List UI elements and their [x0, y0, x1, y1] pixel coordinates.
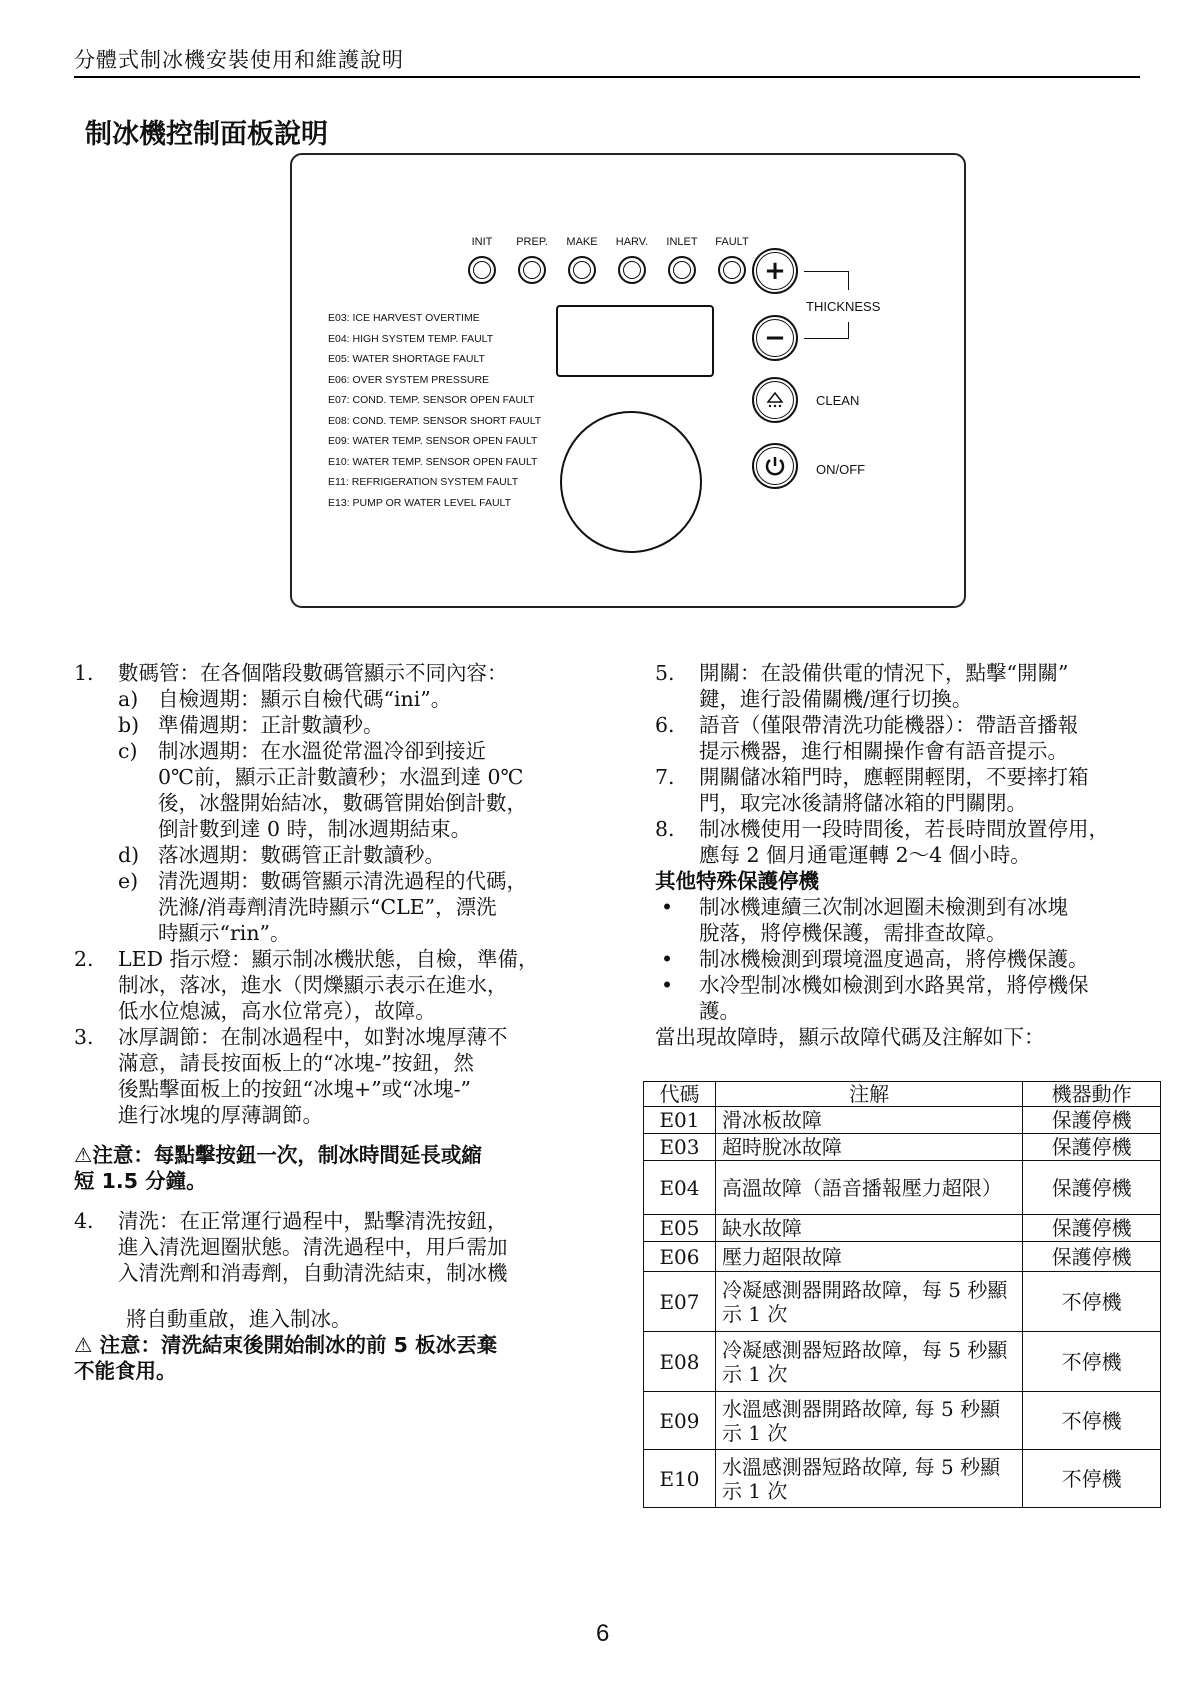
- table-row: [644, 1134, 1161, 1161]
- power-icon-graphic: [763, 454, 787, 478]
- table-cell-action: 不停機: [1023, 1332, 1161, 1392]
- table-cell-note: 冷凝感測器開路故障，每 5 秒顯示 1 次: [715, 1272, 1022, 1332]
- sub-item-a: [74, 686, 594, 712]
- note-1: [74, 1142, 594, 1168]
- bullet-text: 水冷型制冰機如檢測到水路異常，將停機保: [699, 973, 1089, 997]
- shower-icon-graphic: [764, 389, 786, 411]
- clean-button[interactable]: [752, 377, 798, 423]
- bullet-1-line: 脫落，將停機保護，需排查故障。: [699, 921, 1007, 945]
- table-cell-code: E09: [644, 1392, 716, 1450]
- table-cell-note: 缺水故障: [715, 1215, 1022, 1242]
- panel-error-code: E04: HIGH SYSTEM TEMP. FAULT: [328, 332, 494, 345]
- list-item-4-line: 進入清洗迴圈狀態。清洗過程中，用戶需加: [118, 1235, 508, 1259]
- led-prep-icon: [518, 256, 546, 284]
- list-item-5: [655, 660, 1155, 686]
- table-row: [644, 1332, 1161, 1392]
- page-number: 6: [596, 1620, 610, 1647]
- note-2: [74, 1332, 594, 1358]
- table-cell-action: 保護停機: [1023, 1215, 1161, 1242]
- list-item-3: [74, 1024, 594, 1050]
- list-item-8: [655, 816, 1155, 842]
- other-protection-title: 其他特殊保護停機: [655, 869, 819, 893]
- list-item-3-line: 滿意，請長按面板上的“冰塊-”按鈕，然: [118, 1051, 474, 1075]
- panel-error-code: E06: OVER SYSTEM PRESSURE: [328, 373, 490, 386]
- table-cell-action: 保護停機: [1023, 1134, 1161, 1161]
- bullet-3-line: 護。: [699, 999, 740, 1023]
- item-text: LED 指示燈：顯示制冰機狀態，自檢，準備，: [118, 947, 539, 971]
- note-2-line: 不能食用。: [74, 1359, 177, 1383]
- sub-item-d: [74, 842, 594, 868]
- table-cell-action: 不停機: [1023, 1272, 1161, 1332]
- sub-item-c-line: 0℃前，顯示正計數讀秒；水溫到達 0℃: [158, 765, 524, 789]
- sub-mark: e): [118, 869, 139, 893]
- led-make-icon: [568, 256, 596, 284]
- led-fault-icon: [718, 256, 746, 284]
- table-cell-note: 壓力超限故障: [715, 1242, 1022, 1272]
- panel-error-code: E07: COND. TEMP. SENSOR OPEN FAULT: [328, 394, 535, 406]
- item-number: 5.: [655, 661, 675, 685]
- page-header: 分體式制冰機安裝使用和維護說明: [74, 48, 404, 72]
- fault-code-table: [643, 1081, 1161, 1508]
- header-rule: [74, 76, 1140, 78]
- bullet-3: [655, 972, 1155, 998]
- item-number: 2.: [74, 947, 94, 971]
- sub-mark: c): [118, 739, 138, 763]
- table-cell-code: E05: [644, 1215, 716, 1242]
- item-text: 語音（僅限帶清洗功能機器）：帶語音播報: [699, 713, 1079, 737]
- list-item-3-line: 後點擊面板上的按鈕“冰塊+”或“冰塊-”: [118, 1077, 472, 1101]
- sub-text: 落冰週期：數碼管正計數讀秒。: [158, 843, 445, 867]
- table-row: [644, 1161, 1161, 1215]
- sub-item-b: [74, 712, 594, 738]
- list-item-6-line: 提示機器，進行相關操作會有語音提示。: [699, 739, 1068, 763]
- led-label-fault: FAULT: [715, 236, 749, 248]
- item-text: 數碼管：在各個階段數碼管顯示不同內容：: [118, 661, 508, 685]
- panel-error-code: E09: WATER TEMP. SENSOR OPEN FAULT: [328, 435, 538, 447]
- table-cell-code: E08: [644, 1332, 716, 1392]
- list-item-5-line: 鍵，進行設備關機/運行切換。: [699, 687, 973, 711]
- led-label-prep: PREP.: [516, 236, 548, 248]
- list-item-8-line: 應每 2 個月通電運轉 2～4 個小時。: [699, 843, 1031, 867]
- item-text: 制冰機使用一段時間後，若長時間放置停用，: [699, 817, 1109, 841]
- table-row: [644, 1272, 1161, 1332]
- table-row: [644, 1215, 1161, 1242]
- bullet-icon: •: [661, 947, 674, 971]
- list-item-1: [74, 660, 594, 686]
- table-cell-note: 超時脫冰故障: [715, 1134, 1022, 1161]
- table-cell-action: 保護停機: [1023, 1242, 1161, 1272]
- bullet-text: 制冰機連續三次制冰迴圈未檢測到有冰塊: [699, 895, 1068, 919]
- sub-text: 清洗週期：數碼管顯示清洗過程的代碼，: [158, 869, 527, 893]
- table-row: [644, 1107, 1161, 1134]
- minus-icon: −: [756, 319, 794, 357]
- sub-item-e-line: 洗滌/消毒劑清洗時顯示“CLE”，漂洗: [158, 895, 497, 919]
- bullet-icon: •: [661, 973, 674, 997]
- table-cell-action: 不停機: [1023, 1450, 1161, 1508]
- panel-error-code: E10: WATER TEMP. SENSOR OPEN FAULT: [328, 455, 538, 468]
- list-item-2-line: 制冰，落冰，進水（閃爍顯示表示在進水，: [118, 973, 508, 997]
- item-number: 8.: [655, 817, 675, 841]
- bullet-1: [655, 894, 1155, 920]
- item-text: 冰厚調節：在制冰過程中，如對冰塊厚薄不: [118, 1025, 508, 1049]
- table-cell-code: E01: [644, 1107, 716, 1134]
- sub-mark: b): [118, 713, 140, 737]
- list-item-7: [655, 764, 1155, 790]
- sub-text: 制冰週期：在水溫從常溫冷卻到接近: [158, 739, 486, 763]
- item-number: 3.: [74, 1025, 94, 1049]
- table-cell-action: 不停機: [1023, 1392, 1161, 1450]
- warning-icon: ⚠: [74, 1143, 93, 1167]
- table-cell-code: E06: [644, 1242, 716, 1272]
- sub-item-c: [74, 738, 594, 764]
- table-cell-code: E07: [644, 1272, 716, 1332]
- sub-text: 自檢週期：顯示自檢代碼“ini”。: [158, 687, 452, 711]
- item-number: 1.: [74, 661, 94, 685]
- panel-error-code: E13: PUMP OR WATER LEVEL FAULT: [328, 496, 512, 509]
- digital-display: [556, 305, 714, 377]
- panel-error-code: E05: WATER SHORTAGE FAULT: [328, 353, 485, 365]
- bullet-icon: •: [661, 895, 674, 919]
- led-label-make: MAKE: [566, 236, 598, 248]
- list-item-4: [74, 1208, 594, 1234]
- clean-label: CLEAN: [816, 393, 860, 408]
- note-1-line: 短 1.5 分鐘。: [74, 1169, 207, 1193]
- sub-item-c-line: 倒計數到達 0 時，制冰週期結束。: [158, 817, 472, 841]
- left-column: [74, 660, 594, 1384]
- list-item-4-line: 入清洗劑和消毒劑，自動清洗結束，制冰機: [118, 1261, 508, 1285]
- section-title: 制冰機控制面板說明: [85, 119, 328, 150]
- thickness-bracket-bottom: [804, 322, 849, 339]
- table-cell-code: E03: [644, 1134, 716, 1161]
- led-init-icon: [468, 256, 496, 284]
- table-header: 代碼: [644, 1082, 716, 1107]
- table-header: 注解: [715, 1082, 1022, 1107]
- led-inlet-icon: [668, 256, 696, 284]
- table-row: [644, 1392, 1161, 1450]
- sub-mark: a): [118, 687, 139, 711]
- table-row: [644, 1242, 1161, 1272]
- sub-mark: d): [118, 843, 140, 867]
- led-label-harv: HARV.: [615, 236, 649, 248]
- plus-icon: +: [756, 252, 794, 290]
- list-item-2: [74, 946, 594, 972]
- table-cell-code: E04: [644, 1161, 716, 1215]
- led-label-inlet: INLET: [666, 236, 698, 248]
- table-cell-code: E10: [644, 1450, 716, 1508]
- sub-item-e-line: 時顯示“rin”。: [158, 921, 291, 945]
- table-cell-note: 水溫感測器開路故障, 每 5 秒顯示 1 次: [715, 1392, 1022, 1450]
- table-cell-note: 滑冰板故障: [715, 1107, 1022, 1134]
- list-item-6: [655, 712, 1155, 738]
- thickness-plus-button[interactable]: [752, 248, 798, 294]
- table-cell-action: 保護停機: [1023, 1107, 1161, 1134]
- table-cell-note: 高溫故障（語音播報壓力超限）: [715, 1161, 1022, 1215]
- list-item-7-line: 門，取完冰後請將儲冰箱的門關閉。: [699, 791, 1027, 815]
- sub-text: 準備週期：正計數讀秒。: [158, 713, 384, 737]
- item-number: 6.: [655, 713, 675, 737]
- list-item-2-line: 低水位熄滅，高水位常亮），故障。: [118, 999, 436, 1023]
- item-text: 開關：在設備供電的情況下，點擊“開關”: [699, 661, 1069, 685]
- list-item-3-line: 進行冰塊的厚薄調節。: [118, 1103, 323, 1127]
- item-number: 7.: [655, 765, 675, 789]
- note-text: 注意：清洗結束後開始制冰的前 5 板冰丟棄: [92, 1333, 498, 1357]
- item-text: 開關儲冰箱門時，應輕開輕閉，不要摔打箱: [699, 765, 1089, 789]
- sub-item-c-line: 後，冰盤開始結冰，數碼管開始倒計數，: [158, 791, 527, 815]
- table-row: [644, 1450, 1161, 1508]
- bullet-2: [655, 946, 1155, 972]
- control-knob[interactable]: [560, 411, 702, 553]
- onoff-button[interactable]: [752, 443, 798, 489]
- table-cell-note: 水溫感測器短路故障, 每 5 秒顯示 1 次: [715, 1450, 1022, 1508]
- item-number: 4.: [74, 1209, 94, 1233]
- table-header-row: [644, 1082, 1161, 1107]
- bullet-text: 制冰機檢測到環境溫度過高，將停機保護。: [699, 947, 1089, 971]
- thickness-minus-button[interactable]: [752, 315, 798, 361]
- panel-error-code: E11: REFRIGERATION SYSTEM FAULT: [328, 476, 519, 488]
- table-header: 機器動作: [1023, 1082, 1161, 1107]
- thickness-label: THICKNESS: [806, 299, 881, 314]
- panel-error-code: E08: COND. TEMP. SENSOR SHORT FAULT: [328, 414, 542, 427]
- panel-error-code: E03: ICE HARVEST OVERTIME: [328, 312, 480, 324]
- shower-icon: [756, 381, 794, 419]
- note-text: 注意：每點擊按鈕一次，制冰時間延長或縮: [92, 1143, 482, 1167]
- table-intro: 當出現故障時，顯示故障代碼及注解如下：: [655, 1025, 1045, 1049]
- right-column: [655, 660, 1155, 1050]
- led-harv-icon: [618, 256, 646, 284]
- warning-icon: ⚠: [74, 1333, 93, 1357]
- onoff-label: ON/OFF: [816, 462, 866, 477]
- table-cell-note: 冷凝感測器短路故障，每 5 秒顯示 1 次: [715, 1332, 1022, 1392]
- sub-item-e: [74, 868, 594, 894]
- item-text: 清洗：在正常運行過程中，點擊清洗按鈕，: [118, 1209, 508, 1233]
- panel-error-code-list: [328, 308, 541, 513]
- power-icon: [756, 447, 794, 485]
- list-item-4-cont: 將自動重啟，進入制冰。: [126, 1307, 352, 1331]
- table-cell-action: 保護停機: [1023, 1161, 1161, 1215]
- thickness-bracket-top: [804, 271, 849, 290]
- led-label-init: INIT: [471, 236, 493, 248]
